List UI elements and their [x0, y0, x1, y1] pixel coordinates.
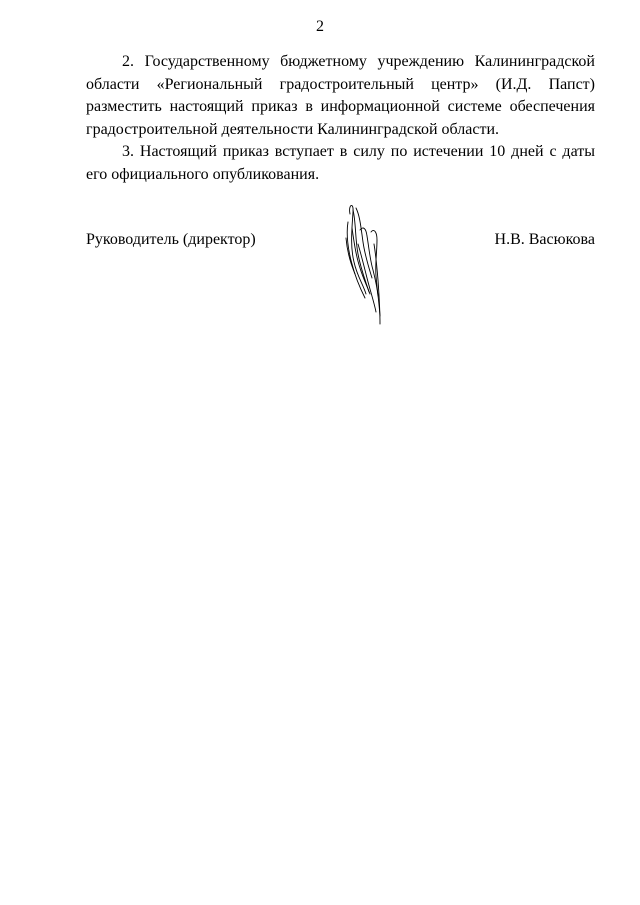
document-body	[86, 51, 595, 186]
signer-title: Руководитель (директор)	[86, 231, 256, 248]
handwritten-signature-icon	[336, 198, 392, 336]
paragraph-item-3: 3. Настоящий приказ вступает в силу по истечении 10 дней с даты его официального опубликования.	[86, 143, 595, 183]
signer-name: Н.В. Васюкова	[494, 231, 595, 248]
page-number: 2	[316, 18, 324, 35]
paragraph-item-2: 2. Государственному бюджетному учреждению Калининградской области «Региональный градостроительный центр» (И.Д. Папст) разместить настоящий приказ в информационной системе обеспечения градостроительной деятельности Калининградской области.	[86, 53, 595, 138]
